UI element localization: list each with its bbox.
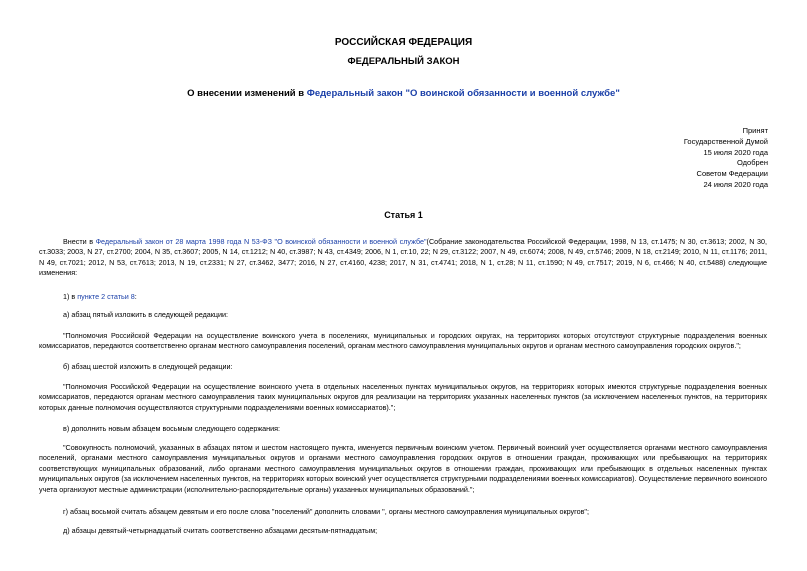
quote-b: "Полномочия Российской Федерации на осуществление воинского учета в отдельных населенных пунктах муниципальных округов, на территориях которых имеются структурные подразделения военных комиссариатов, передаются органам местного самоуправления таких муниципальных округов для реализации на территориях указанных населенных пунктов (за исключением населенных пунктов, на территориях которых данные полномочия осуществляются структурными подразделениями военных комиссариатов)."; <box>39 382 767 412</box>
item-b: б) абзац шестой изложить в следующей редакции: <box>63 362 233 371</box>
article-intro <box>39 237 767 279</box>
item-1-link[interactable]: пункте 2 статьи 8 <box>77 292 135 301</box>
item-d: г) абзац восьмой считать абзацем девятым и его после слова "поселений" дополнить словами ", органы местного самоуправления муниципальных округов"; <box>63 507 589 516</box>
adoption-line: Одобрен <box>737 158 768 168</box>
law-type-heading: ФЕДЕРАЛЬНЫЙ ЗАКОН <box>347 56 460 67</box>
intro-law-link[interactable]: Федеральный закон от 28 марта 1998 года N 53-ФЗ "О воинской обязанности и военной службе" <box>95 237 427 246</box>
article-title: Статья 1 <box>384 210 423 220</box>
quote-a: "Полномочия Российской Федерации на осуществление воинского учета в поселениях, муниципальных и городских округах, на территориях которых отсутствуют структурные подразделения военных комиссариатов, передаются соответственно органам местного самоуправления поселений, органам местного самоуправления муниципальных округов и органам местного самоуправления городских округов."; <box>39 331 767 351</box>
adoption-line: 24 июля 2020 года <box>703 179 768 189</box>
item-a: а) абзац пятый изложить в следующей редакции: <box>63 310 229 319</box>
adoption-line: Советом Федерации <box>696 169 768 179</box>
adoption-block <box>684 126 768 191</box>
law-title <box>0 88 807 99</box>
item-1-prefix: 1) в <box>63 292 78 301</box>
adoption-line: Принят <box>742 126 768 135</box>
intro-prefix: Внести в <box>63 237 96 246</box>
item-e: д) абзацы девятый-четырнадцатый считать соответственно абзацами десятым-пятнадцатым; <box>63 526 378 535</box>
adoption-line: 15 июля 2020 года <box>703 147 768 157</box>
federation-heading: РОССИЙСКАЯ ФЕДЕРАЦИЯ <box>334 37 473 48</box>
law-title-prefix: О внесении изменений в <box>187 88 307 99</box>
item-1-suffix: : <box>134 292 137 301</box>
law-title-link[interactable]: Федеральный закон "О воинской обязанности и военной службе" <box>306 88 620 99</box>
adoption-line: Государственной Думой <box>683 136 768 146</box>
item-1 <box>63 292 137 302</box>
quote-c: "Совокупность полномочий, указанных в абзацах пятом и шестом настоящего пункта, именуется первичным воинским учетом. Первичный воинский учет осуществляется органами местного самоуправления поселений, органами местного самоуправления муниципальных округов и органами местного самоуправления городских округов в отношении граждан, проживающих или пребывающих на территориях соответствующих муниципальных образований, либо органами местного самоуправления муниципальных округов в отношении граждан, проживающих или пребывающих в отдельных населенных пунктах муниципальных округов (за исключением населенных пунктов, на территориях которых воинский учет осуществляется структурными подразделениями военных комиссариатов). Осуществление первичного воинского учета организуют местные администрации (исполнительно-распорядительные органы) указанных муниципальных образований."; <box>39 443 767 494</box>
intro-rest: (Собрание законодательства Российской Федерации, 1998, N 13, ст.1475; N 30, ст.3613; 2002, N 30, ст.3033; 2003, N 27, ст.2700; 2004, N 35, ст.3607; 2005, N 14, ст.1212; N 40, ст.3987; N 43, ст.4349; 2006, N 1, ст.10, 22; N 29, ст.3122; 2007, N 49, ст.6074; 2008, N 49, ст.5746; 2009, N 18, ст.2149; 2010, N 11, ст.1176; 2011, N 49, ст.7021; 2012, N 53, ст.7613; 2013, N 19, ст.2331; N 27, ст.3462, 3477; 2016, N 27, ст.4160, 4238; 2017, N 31, ст.4741; 2018, N 1, ст.28; N 11, ст.1590; N 49, ст.7517; 2019, N 6, ст.466; N 40, ст.5488) следующие изменения: <box>39 237 767 278</box>
item-c: в) дополнить новым абзацем восьмым следующего содержания: <box>63 424 281 433</box>
